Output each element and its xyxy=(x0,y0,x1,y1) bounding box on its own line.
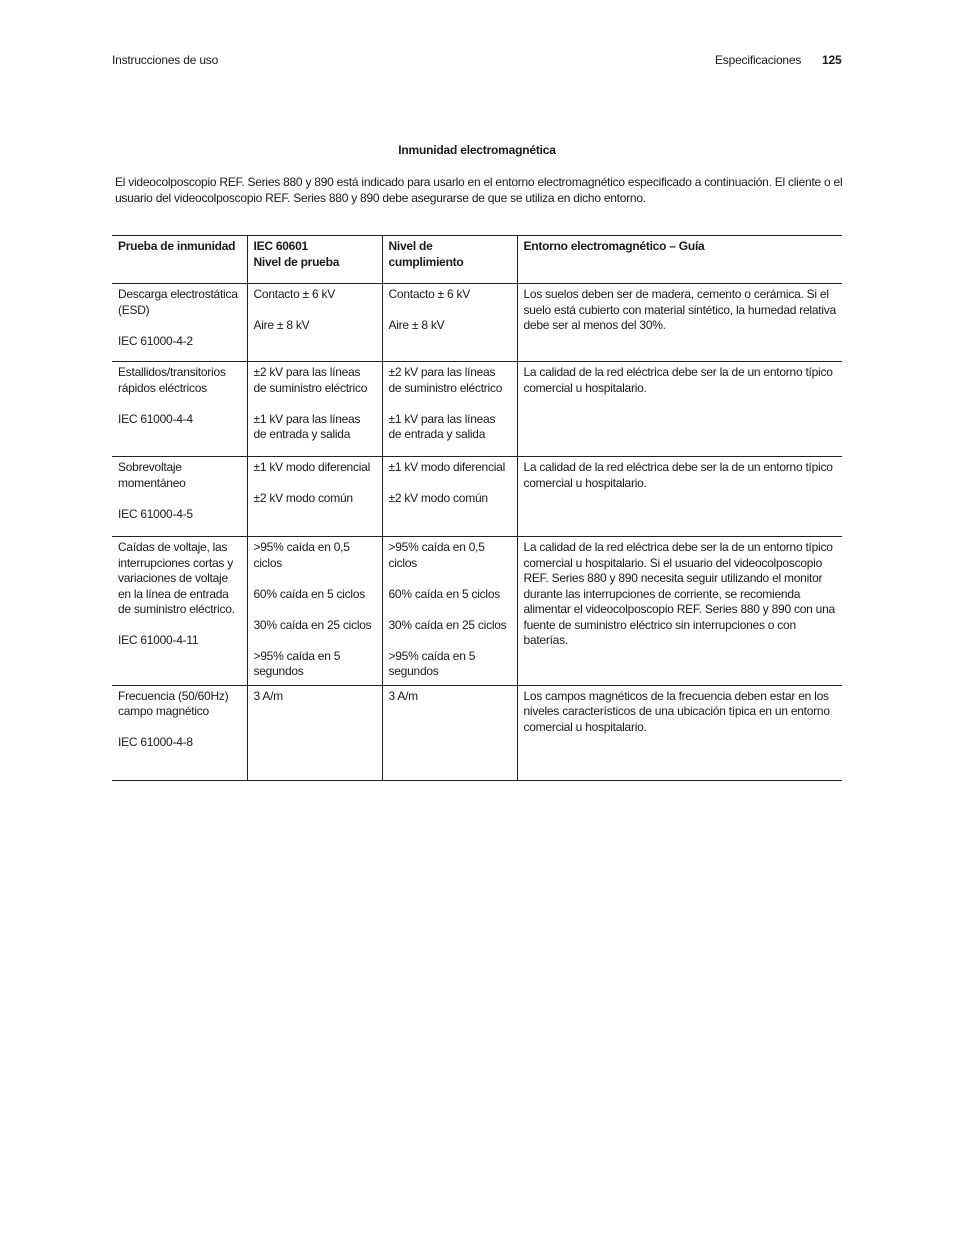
table-cell xyxy=(247,537,382,686)
cell-text: Sobrevoltaje momentáneo xyxy=(118,460,186,490)
table-row xyxy=(112,457,842,537)
header-test-level xyxy=(247,236,382,284)
cell-text: IEC 61000-4-2 xyxy=(118,333,193,348)
cell-text: La calidad de la red eléctrica debe ser la de un entorno típico comercial u hospitalario. xyxy=(523,460,833,490)
cell-text: IEC 61000-4-11 xyxy=(118,633,199,647)
cell-text: 3 A/m xyxy=(253,688,283,703)
cell-text: ±1 kV para las líneas de entrada y salida xyxy=(388,411,496,441)
cell-text: Contacto ± 6 kV xyxy=(388,287,471,301)
table-cell xyxy=(247,284,382,362)
header-compliance-level xyxy=(382,236,517,284)
running-header-left: Instrucciones de uso xyxy=(112,53,219,67)
table-header-row xyxy=(112,236,842,284)
table-cell xyxy=(517,685,842,780)
cell-text: Contacto ± 6 kV xyxy=(253,287,336,301)
cell-text: Estallidos/transitorios rápidos eléctricos xyxy=(118,365,226,395)
table-cell xyxy=(382,457,517,537)
cell-text: ±2 kV para las líneas de suministro eléctrico xyxy=(253,365,368,395)
table-row xyxy=(112,284,842,362)
table-cell xyxy=(112,685,247,780)
table-cell xyxy=(112,537,247,686)
table-cell xyxy=(517,537,842,686)
cell-text: Aire ± 8 kV xyxy=(253,318,310,332)
cell-text: >95% caída en 0,5 ciclos xyxy=(388,540,485,570)
cell-text: La calidad de la red eléctrica debe ser la de un entorno típico comercial u hospitalario. xyxy=(523,365,833,395)
cell-text: >95% caída en 0,5 ciclos xyxy=(253,540,350,570)
header-immunity-test xyxy=(112,236,247,284)
cell-text: IEC 61000-4-4 xyxy=(118,411,193,426)
table-cell xyxy=(382,284,517,362)
table-row xyxy=(112,685,842,780)
header-line: IEC 60601 xyxy=(253,239,308,253)
table-cell xyxy=(517,457,842,537)
running-header-section: Especificaciones xyxy=(715,53,802,67)
table-row xyxy=(112,537,842,686)
cell-text: >95% caída en 5 segundos xyxy=(388,648,476,678)
header-line: Prueba de inmunidad xyxy=(118,239,236,253)
table-cell xyxy=(517,284,842,362)
page-title: Inmunidad electromagnética xyxy=(398,143,556,157)
cell-text: 30% caída en 25 ciclos xyxy=(388,617,507,632)
table-cell xyxy=(247,457,382,537)
table-cell xyxy=(112,284,247,362)
cell-text: ±2 kV modo común xyxy=(388,491,488,505)
cell-text: Frecuencia (50/60Hz) campo magnético xyxy=(118,688,229,718)
cell-text: Descarga electrostática (ESD) xyxy=(118,287,238,317)
table-cell xyxy=(517,362,842,457)
cell-text: Aire ± 8 kV xyxy=(388,318,445,332)
header-line: Nivel de xyxy=(388,239,433,253)
cell-text: Caídas de voltaje, las interrupciones cortas y variaciones de voltaje en la línea de entrada de suministro eléctrico. xyxy=(118,540,235,616)
cell-text: 3 A/m xyxy=(388,688,418,703)
table-cell xyxy=(247,362,382,457)
table-cell xyxy=(382,362,517,457)
cell-text: ±2 kV para las líneas de suministro eléctrico xyxy=(388,365,503,395)
table-cell xyxy=(382,685,517,780)
cell-text: ±1 kV modo diferencial xyxy=(253,460,370,474)
cell-text: La calidad de la red eléctrica debe ser la de un entorno típico comercial u hospitalario. Si el usuario del videocolposcopio REF. Series 880 y 890 necesita seguir utilizando el monitor durante las interrupciones de corriente, se recomienda alimentar el videocolposcopio REF. Series 880 y 890 con una fuente de suministro eléctrico sin interrupciones o con baterías. xyxy=(523,540,835,647)
cell-text: ±1 kV para las líneas de entrada y salida xyxy=(253,411,361,441)
immunity-table xyxy=(112,235,842,781)
header-environment-guidance xyxy=(517,236,842,284)
table-cell xyxy=(112,362,247,457)
cell-text: 30% caída en 25 ciclos xyxy=(253,617,372,632)
table-cell xyxy=(382,537,517,686)
cell-text: 60% caída en 5 ciclos xyxy=(388,586,500,601)
cell-text: ±2 kV modo común xyxy=(253,491,353,505)
cell-text: >95% caída en 5 segundos xyxy=(253,648,341,678)
cell-text: Los campos magnéticos de la frecuencia deben estar en los niveles característicos de una ubicación típica en un entorno comercial u hospitalario. xyxy=(523,688,830,734)
header-line: cumplimiento xyxy=(388,254,464,269)
header-line: Entorno electromagnético – Guía xyxy=(523,239,705,253)
cell-text: IEC 61000-4-5 xyxy=(118,506,193,521)
table-cell xyxy=(112,457,247,537)
table-cell xyxy=(247,685,382,780)
intro-paragraph: El videocolposcopio REF. Series 880 y 890 está indicado para usarlo en el entorno electromagnético especificado a continuación. El cliente o el usuario del videocolposcopio REF. Series 880 y 890 debe asegurarse de que se utiliza en dicho entorno. xyxy=(115,175,843,205)
cell-text: Los suelos deben ser de madera, cemento o cerámica. Si el suelo está cubierto con material sintético, la humedad relativa debe ser al menos del 30%. xyxy=(523,287,836,332)
cell-text: IEC 61000-4-8 xyxy=(118,735,193,749)
cell-text: ±1 kV modo diferencial xyxy=(388,460,505,474)
page-number: 125 xyxy=(822,53,842,67)
header-line: Nivel de prueba xyxy=(253,254,340,269)
table-row xyxy=(112,362,842,457)
cell-text: 60% caída en 5 ciclos xyxy=(253,586,365,601)
